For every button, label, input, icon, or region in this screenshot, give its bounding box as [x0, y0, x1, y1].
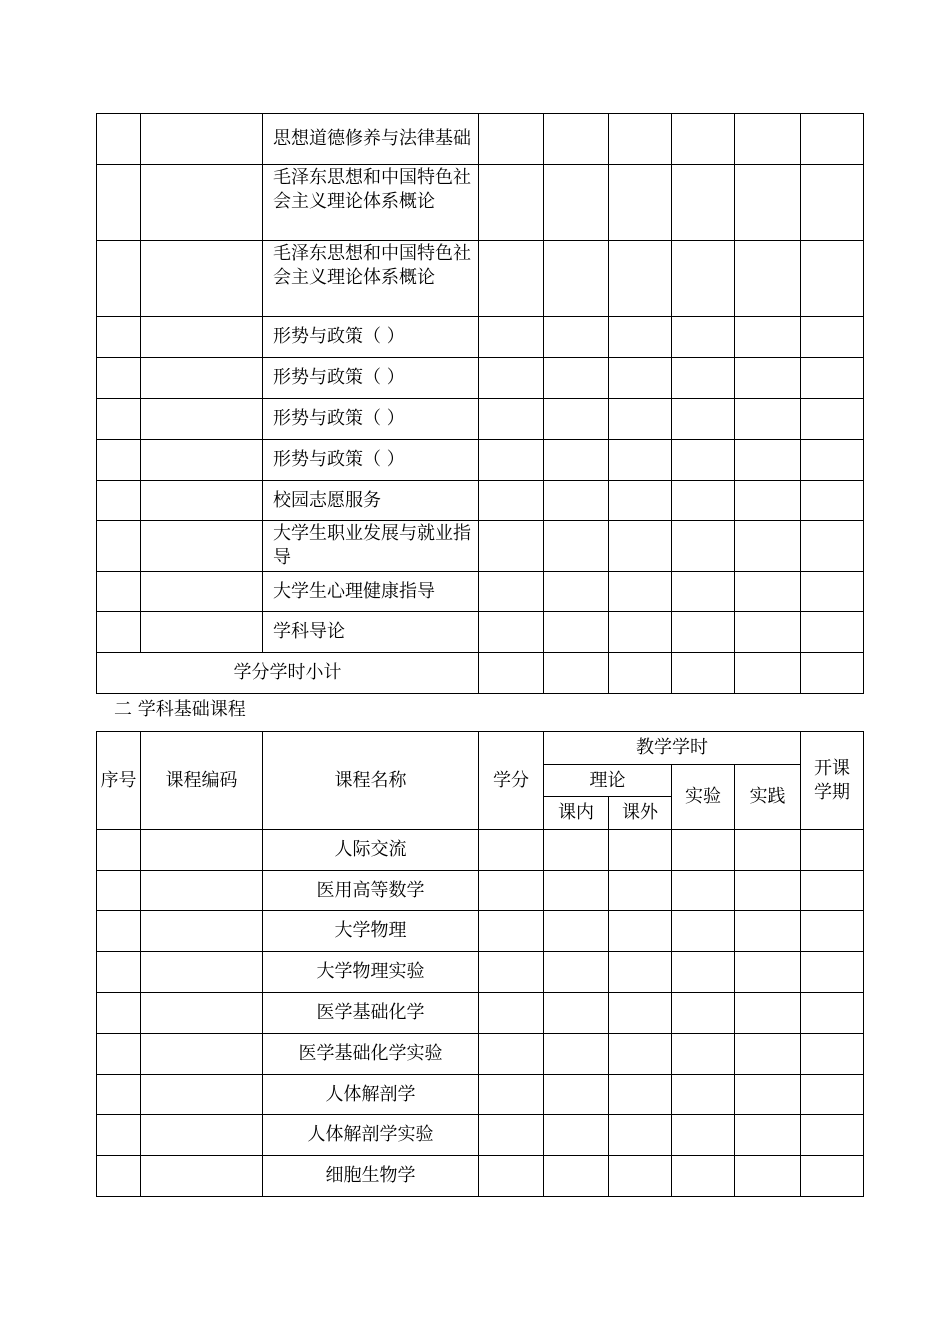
- table-row: [97, 952, 864, 993]
- code-cell: [141, 830, 263, 871]
- seq-cell: [97, 871, 141, 911]
- seq-cell: [97, 1034, 141, 1075]
- discipline-foundation-courses-table: [96, 731, 864, 1197]
- seq-cell: [97, 952, 141, 993]
- code-cell: [141, 399, 263, 440]
- table-row: [97, 317, 864, 358]
- code-cell: [141, 1034, 263, 1075]
- course-name-cell: 人体解剖学: [263, 1075, 479, 1115]
- header-outer: 课外: [609, 797, 672, 830]
- code-cell: [141, 521, 263, 572]
- seq-cell: [97, 114, 141, 165]
- course-name-cell: 思想道德修养与法律基础: [263, 114, 479, 165]
- table-row: [97, 358, 864, 399]
- code-cell: [141, 165, 263, 241]
- header-experiment: 实验: [672, 765, 735, 830]
- seq-cell: [97, 241, 141, 317]
- header-practice: 实践: [735, 765, 801, 830]
- header-inner: 课内: [544, 797, 609, 830]
- header-teaching-hours: 教学学时: [544, 732, 801, 765]
- code-cell: [141, 241, 263, 317]
- table-row: [97, 165, 864, 241]
- header-name: 课程名称: [263, 732, 479, 830]
- seq-cell: [97, 317, 141, 358]
- public-courses-table: [96, 113, 864, 694]
- seq-cell: [97, 993, 141, 1034]
- course-name-cell: 形势与政策（ ）: [263, 399, 479, 440]
- table-row: [97, 1115, 864, 1156]
- header-code: 课程编码: [141, 732, 263, 830]
- seq-cell: [97, 440, 141, 481]
- course-name-cell: 人际交流: [263, 830, 479, 871]
- course-name-cell: 医学基础化学实验: [263, 1034, 479, 1075]
- table-row: [97, 911, 864, 952]
- course-name-cell: 大学生职业发展与就业指导: [263, 521, 479, 572]
- course-name-cell: 医用高等数学: [263, 871, 479, 911]
- header-credit: 学分: [479, 732, 544, 830]
- code-cell: [141, 572, 263, 612]
- seq-cell: [97, 358, 141, 399]
- code-cell: [141, 481, 263, 521]
- seq-cell: [97, 612, 141, 653]
- table-row: [97, 481, 864, 521]
- seq-cell: [97, 572, 141, 612]
- seq-cell: [97, 830, 141, 871]
- code-cell: [141, 911, 263, 952]
- seq-cell: [97, 481, 141, 521]
- table-row: [97, 114, 864, 165]
- table-row: [97, 1156, 864, 1197]
- table-row: [97, 521, 864, 572]
- code-cell: [141, 871, 263, 911]
- table-row: [97, 440, 864, 481]
- table-row: [97, 612, 864, 653]
- course-name-cell: 大学物理: [263, 911, 479, 952]
- seq-cell: [97, 911, 141, 952]
- course-name-cell: 形势与政策（ ）: [263, 358, 479, 399]
- header-semester: 开课学期: [801, 732, 864, 830]
- seq-cell: [97, 1075, 141, 1115]
- course-name-cell: 校园志愿服务: [263, 481, 479, 521]
- subtotal-label: 学分学时小计: [97, 653, 479, 694]
- course-name-cell: 大学生心理健康指导: [263, 572, 479, 612]
- code-cell: [141, 1156, 263, 1197]
- section-title: 二 学科基础课程: [114, 699, 246, 720]
- course-name-cell: 毛泽东思想和中国特色社会主义理论体系概论: [263, 165, 479, 241]
- code-cell: [141, 317, 263, 358]
- table-row: [97, 1034, 864, 1075]
- seq-cell: [97, 399, 141, 440]
- header-theory: 理论: [544, 765, 672, 797]
- code-cell: [141, 358, 263, 399]
- table-row: [97, 572, 864, 612]
- table-row: [97, 871, 864, 911]
- subtotal-row: [97, 653, 864, 694]
- header-row: [97, 732, 864, 765]
- code-cell: [141, 993, 263, 1034]
- table-row: [97, 830, 864, 871]
- code-cell: [141, 612, 263, 653]
- code-cell: [141, 440, 263, 481]
- course-name-cell: 形势与政策（ ）: [263, 317, 479, 358]
- course-name-cell: 大学物理实验: [263, 952, 479, 993]
- code-cell: [141, 1075, 263, 1115]
- table-row: [97, 399, 864, 440]
- table-row: [97, 241, 864, 317]
- code-cell: [141, 1115, 263, 1156]
- course-name-cell: 形势与政策（ ）: [263, 440, 479, 481]
- course-name-cell: 学科导论: [263, 612, 479, 653]
- header-seq: 序号: [97, 732, 141, 830]
- seq-cell: [97, 521, 141, 572]
- course-name-cell: 人体解剖学实验: [263, 1115, 479, 1156]
- seq-cell: [97, 165, 141, 241]
- seq-cell: [97, 1156, 141, 1197]
- course-name-cell: 医学基础化学: [263, 993, 479, 1034]
- course-name-cell: 细胞生物学: [263, 1156, 479, 1197]
- code-cell: [141, 114, 263, 165]
- table-row: [97, 1075, 864, 1115]
- table-row: [97, 993, 864, 1034]
- seq-cell: [97, 1115, 141, 1156]
- course-name-cell: 毛泽东思想和中国特色社会主义理论体系概论: [263, 241, 479, 317]
- code-cell: [141, 952, 263, 993]
